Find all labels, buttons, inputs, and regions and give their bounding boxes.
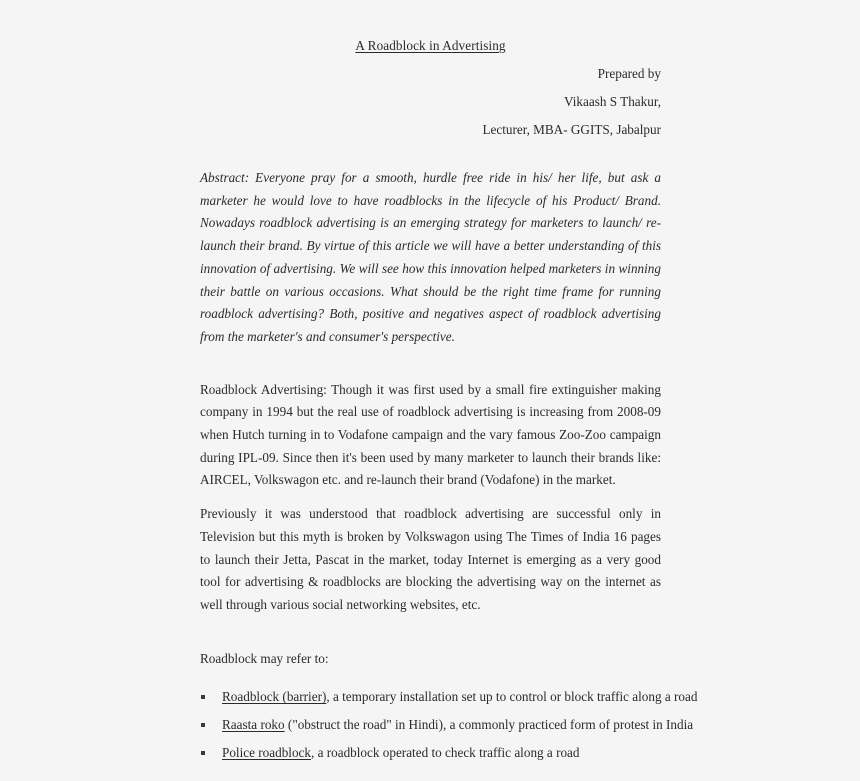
list-item-link[interactable]: Police roadblock (222, 744, 311, 760)
byline-affiliation: Lecturer, MBA- GGITS, Jabalpur (482, 121, 661, 137)
byline-block (200, 66, 661, 138)
square-bullet-icon (201, 695, 205, 699)
document-content (200, 0, 698, 781)
body-paragraph-roadblock-advertising: Roadblock Advertising: Though it was first used by a small fire extinguisher making company in 1994 but the real use of roadblock advertising is increasing from 2008-09 when Hutch turning in to Vodafone campaign and the vary famous Zoo-Zoo campaign during IPL-09. Since then it's been used by many marketer to launch their brands like: AIRCEL, Volkswagon etc. and re-launch their brand (Vodafone) in the market. (200, 381, 661, 488)
list-item (200, 686, 698, 709)
byline-author-name: Vikaash S Thakur, (564, 93, 661, 109)
square-bullet-icon (201, 751, 205, 755)
roadblock-definition-list (200, 686, 698, 764)
list-item-description: ("obstruct the road" in Hindi), a commonly practiced form of protest in India (284, 717, 694, 733)
list-item (200, 714, 694, 737)
abstract-paragraph: Abstract: Everyone pray for a smooth, hurdle free ride in his/ her life, but ask a marketer he would love to have roadblocks in the lifecycle of his Product/ Brand. Nowadays roadblock advertising is an emerging strategy for marketers to launch/ re-launch their brand. By virtue of this article we will have a better understanding of this innovation of advertising. We will see how this innovation helped marketers in winning their battle on various occasions. What should be the right time frame for running roadblock advertising? Both, positive and negatives aspect of roadblock advertising from the marketer's and consumer's perspective. (200, 170, 661, 344)
list-item-link[interactable]: Roadblock (barrier) (222, 689, 327, 705)
byline-prepared-by: Prepared by (597, 65, 661, 81)
body-paragraph-previously: Previously it was understood that roadblock advertising are successful only in Television but this myth is broken by Volkswagon using The Times of India 16 pages to launch their Jetta, Pascat in the market, today Internet is emerging as a very good tool for advertising & roadblocks are blocking the advertising way on the internet as well through various social networking websites, etc. (200, 506, 661, 612)
list-item-link[interactable]: Raasta roko (222, 717, 285, 733)
list-intro-text: Roadblock may refer to: (200, 650, 329, 666)
page-title-text: A Roadblock in Advertising (355, 38, 506, 53)
list-item (200, 742, 661, 765)
list-item-description: , a roadblock operated to check traffic along a road (311, 744, 580, 760)
list-item-description: , a temporary installation set up to control or block traffic along a road (326, 689, 698, 705)
page-title (200, 39, 661, 54)
square-bullet-icon (201, 723, 205, 727)
